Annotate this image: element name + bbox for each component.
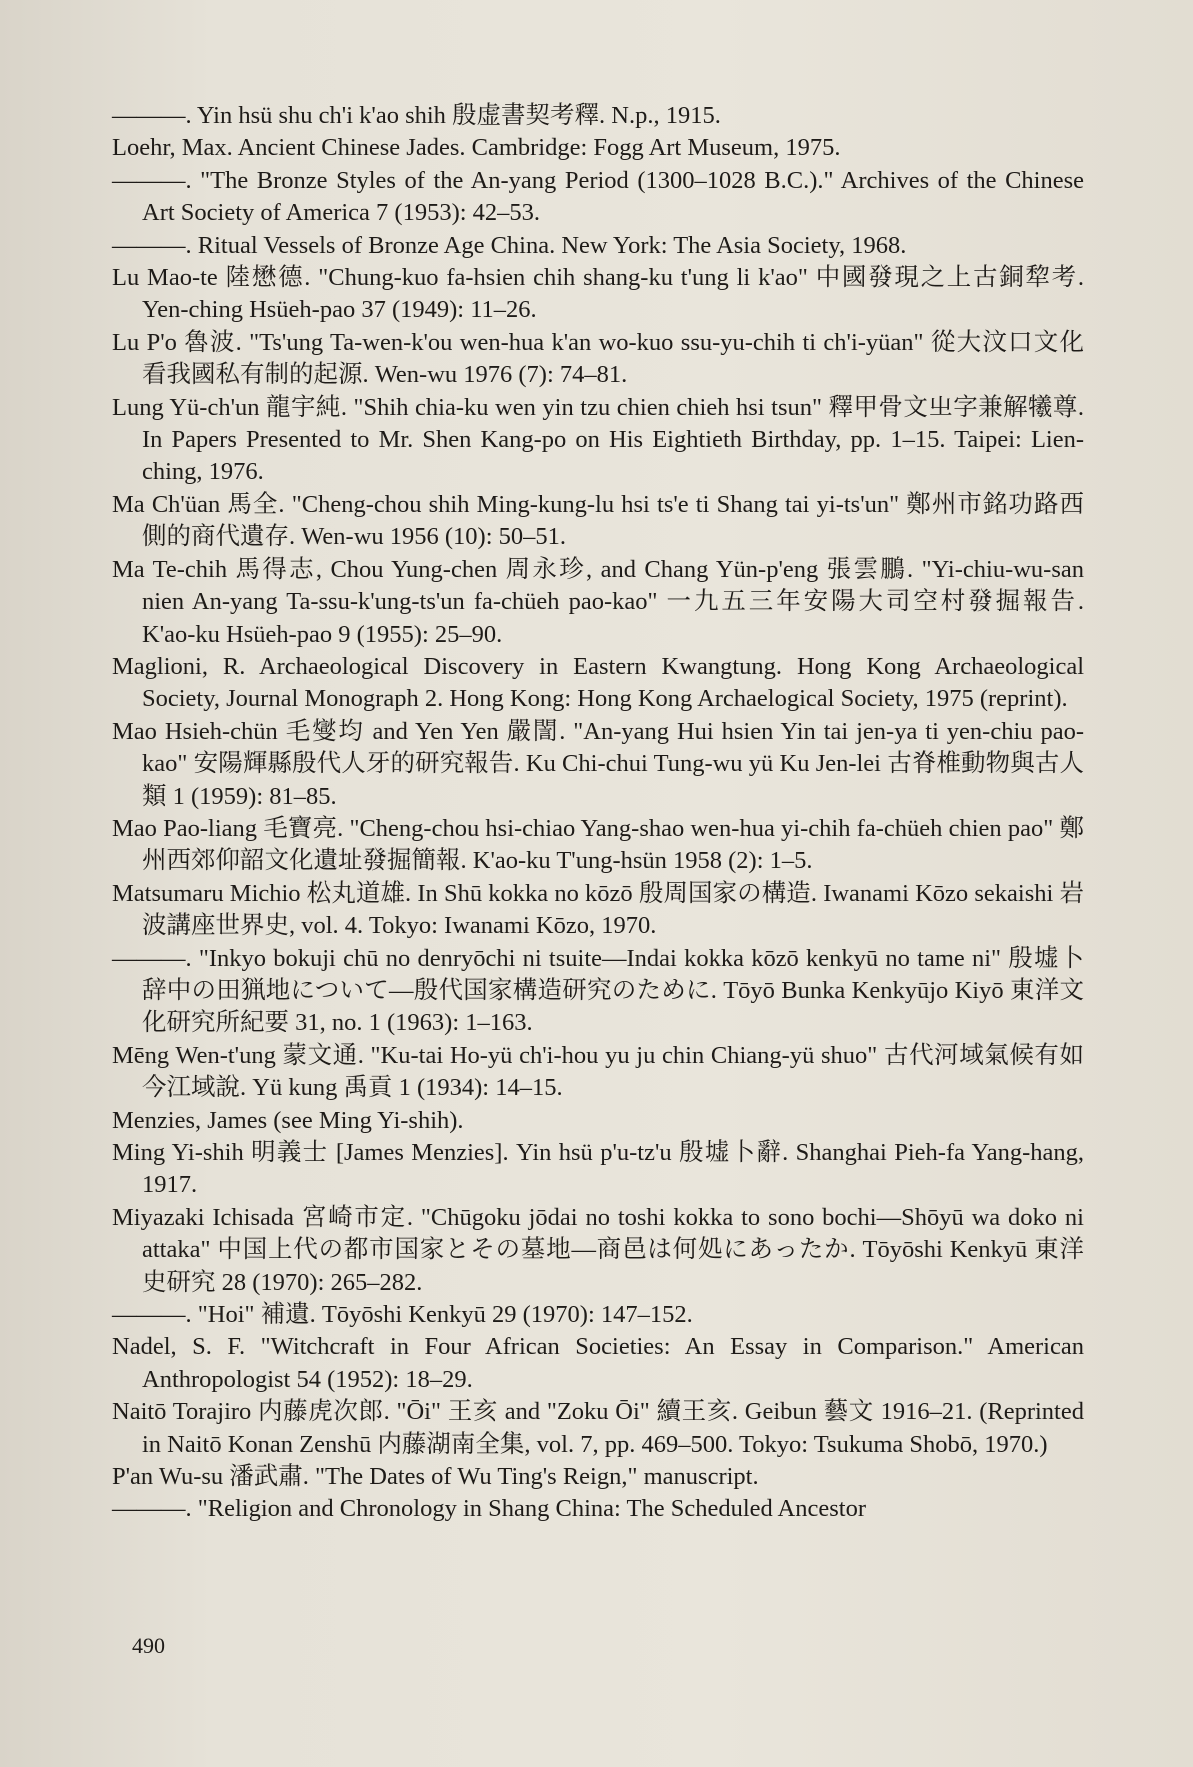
bibliography-entry: Lu Mao-te 陸懋德. "Chung-kuo fa-hsien chih shang-ku t'ung li k'ao" 中國發現之上古銅犂考. Yen-ching Hsüeh-pao 37 (1949): 11–26. [112,264,1084,324]
bibliography-entry: Mēng Wen-t'ung 蒙文通. "Ku-tai Ho-yü ch'i-hou yu ju chin Chiang-yü shuo" 古代河域氣候有如今江域說. Yü kung 禹貢 1 (1934): 14–15. [112,1041,1084,1102]
bibliography-entry: Lu P'o 魯波. "Ts'ung Ta-wen-k'ou wen-hua k'an wo-kuo ssu-yu-chih ti ch'i-yüan" 從大汶口文化看我國私有制的起源. Wen-wu 1976 (7): 74–81. [112,328,1084,389]
bibliography-entry: ———. "The Bronze Styles of the An-yang Period (1300–1028 B.C.)." Archives of the Chinese Art Society of America 7 (1953): 42–53. [112,166,1084,227]
bibliography-entry: Ma Te-chih 馬得志, Chou Yung-chen 周永珍, and Chang Yün-p'eng 張雲鵬. "Yi-chiu-wu-san nien An-yang Ta-ssu-k'ung-ts'un fa-chüeh pao-kao" 一九五三年安陽大司空村發掘報告. K'ao-ku Hsüeh-pao 9 (1955): 25–90. [112,555,1084,648]
bibliography-entry: Mao Pao-liang 毛寶亮. "Cheng-chou hsi-chiao Yang-shao wen-hua yi-chih fa-chüeh chien pao" 鄭州西郊仰韶文化遺址發掘簡報. K'ao-ku T'ung-hsün 1958 (2): 1–5. [112,814,1084,875]
bibliography-entry: Menzies, James (see Ming Yi-shih). [112,1106,464,1134]
page-number: 490 [132,1633,165,1658]
bibliography-entry: Lung Yü-ch'un 龍宇純. "Shih chia-ku wen yin tzu chien chieh hsi tsun" 釋甲骨文㞢字兼解犧尊. In Papers Presented to Mr. Shen Kang-po on His Eightieth Birthday, pp. 1–15. Taipei: Lien-ching, 1976. [112,393,1084,486]
bibliography-entry: Maglioni, R. Archaeological Discovery in Eastern Kwangtung. Hong Kong Archaeological Society, Journal Monograph 2. Hong Kong: Hong Kong Archaelogical Society, 1975 (reprint). [112,652,1084,713]
bibliography-entry: Mao Hsieh-chün 毛燮均 and Yen Yen 嚴誾. "An-yang Hui hsien Yin tai jen-ya ti yen-chiu pao-kao" 安陽輝縣殷代人牙的研究報告. Ku Chi-chui Tung-wu yü Ku Jen-lei 古脊椎動物與古人類 1 (1959): 81–85. [112,717,1084,810]
bibliography-entry: Loehr, Max. Ancient Chinese Jades. Cambridge: Fogg Art Museum, 1975. [112,134,841,162]
bibliography-entry: ———. "Hoi" 補遺. Tōyōshi Kenkyū 29 (1970): 147–152. [112,1301,693,1329]
bibliography-entry: Nadel, S. F. "Witchcraft in Four African Societies: An Essay in Comparison." American Anthropologist 54 (1952): 18–29. [112,1333,1084,1393]
bibliography-entry: P'an Wu-su 潘武肅. "The Dates of Wu Ting's Reign," manuscript. [112,1463,759,1491]
bibliography-entry: Ming Yi-shih 明義士 [James Menzies]. Yin hsü p'u-tz'u 殷墟卜辭. Shanghai Pieh-fa Yang-hang, 1917. [112,1139,1084,1199]
bibliography-entry: Naitō Torajiro 内藤虎次郎. "Ōi" 王亥 and "Zoku Ōi" 續王亥. Geibun 藝文 1916–21. (Reprinted in Naitō Konan Zenshū 内藤湖南全集, vol. 7, pp. 469–500. Tokyo: Tsukuma Shobō, 1970.) [112,1398,1084,1458]
bibliography-entry: ———. "Inkyo bokuji chū no denryōchi ni tsuite—Indai kokka kōzō kenkyū no tame ni" 殷墟卜辞中の田猟地について—殷代国家構造研究のために. Tōyō Bunka Kenkyūjo Kiyō 東洋文化研究所紀要 31, no. 1 (1963): 1–163. [112,944,1084,1037]
bibliography-entry: ———. "Religion and Chronology in Shang China: The Scheduled Ancestor [112,1495,866,1523]
bibliography-entry: Matsumaru Michio 松丸道雄. In Shū kokka no kōzō 殷周国家の構造. Iwanami Kōzo sekaishi 岩波講座世界史, vol. 4. Tokyo: Iwanami Kōzo, 1970. [112,879,1084,940]
bibliography-entry: ———. Ritual Vessels of Bronze Age China. New York: The Asia Society, 1968. [112,231,907,259]
bibliography-entry: Miyazaki Ichisada 宮崎市定. "Chūgoku jōdai no toshi kokka to sono bochi—Shōyū wa doko ni attaka" 中国上代の都市国家とその墓地—商邑は何処にあったか. Tōyōshi Kenkyū 東洋史研究 28 (1970): 265–282. [112,1203,1084,1296]
bibliography-entry: Ma Ch'üan 馬全. "Cheng-chou shih Ming-kung-lu hsi ts'e ti Shang tai yi-ts'un" 鄭州市銘功路西側的商代遺存. Wen-wu 1956 (10): 50–51. [112,490,1084,551]
bibliography-entry: ———. Yin hsü shu ch'i k'ao shih 殷虚書契考釋. N.p., 1915. [112,102,721,129]
bibliography-list [112,100,1084,1526]
